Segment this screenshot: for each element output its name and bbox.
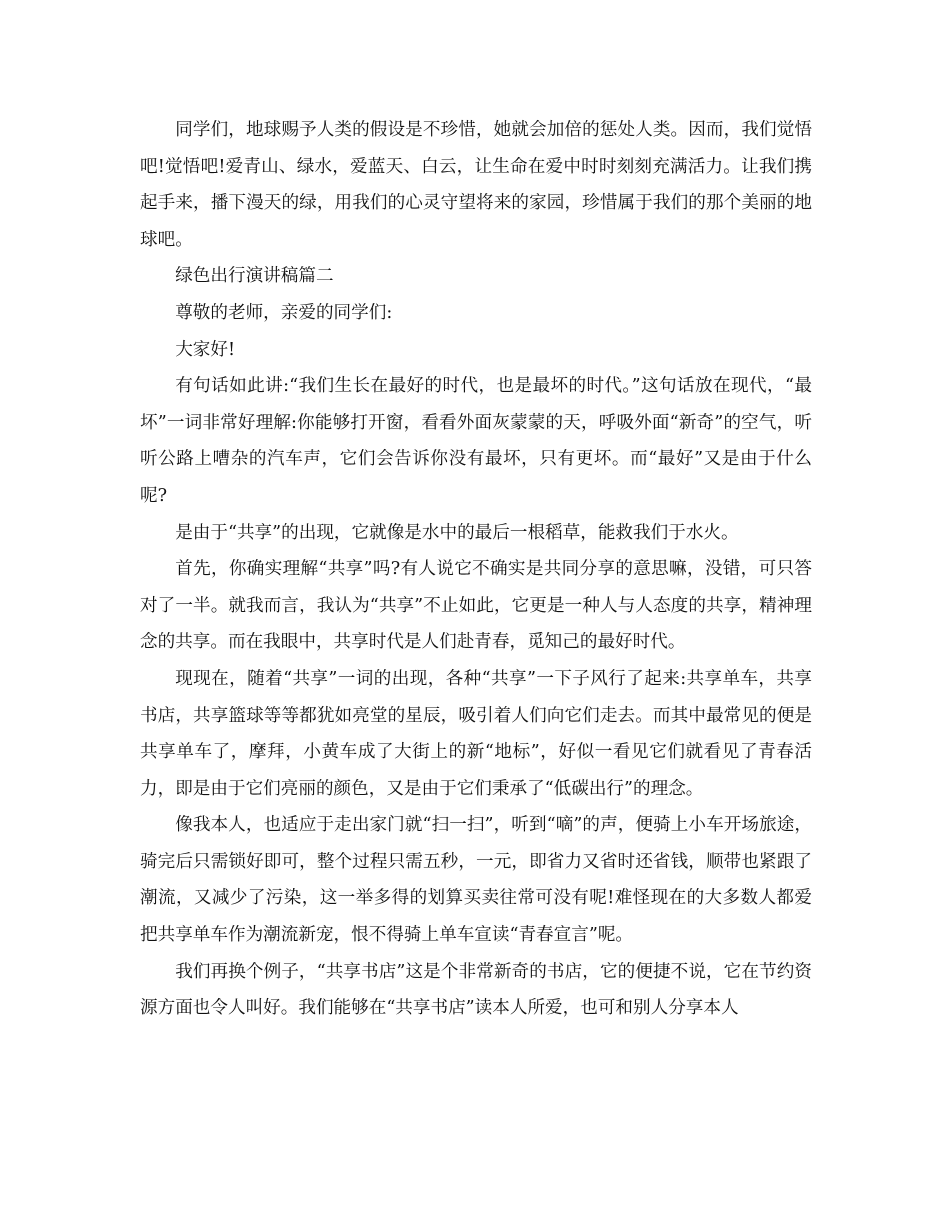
paragraph-personal-experience: 像我本人，也适应于走出家门就“扫一扫”，听到“嘀”的声，便骑上小车开场旅途，骑完后只需锁好即可，整个过程只需五秒，一元，即省力又省时还省钱，顺带也紧跟了潮流，又减少了污染，这一举多得的划算买卖往常可没有呢!难怪现在的大多数人都爱把共享单车作为潮流新宠，恨不得骑上单车宣读“青春宣言”呢。: [140, 815, 812, 946]
greeting: 大家好!: [175, 339, 236, 360]
salutation: 尊敬的老师，亲爱的同学们:: [175, 302, 393, 323]
paragraph-understanding-sharing: 首先，你确实理解“共享”吗?有人说它不确实是共同分享的意思嘛，没错，可只答对了一半。就我而言，我认为“共享”不止如此，它更是一种人与人态度的共享，精神理念的共享。而在我眼中，共享时代是人们赴青春，觅知己的最好时代。: [140, 559, 812, 653]
paragraph-shared-bikes: 现现在，随着“共享”一词的出现，各种“共享”一下子风行了起来:共享单车，共享书店，共享篮球等等都犹如亮堂的星辰，吸引着人们向它们走去。而其中最常见的便是共享单车了，摩拜，小黄车成了大街上的新“地标”，好似一看见它们就看见了青春活力，即是由于它们亮丽的颜色，又是由于它们秉承了“低碳出行”的理念。: [140, 668, 812, 799]
document-body: [140, 112, 812, 1027]
section-title: 绿色出行演讲稿篇二: [175, 266, 334, 287]
paragraph-quote: 有句话如此讲:“我们生长在最好的时代，也是最坏的时代。”这句话放在现代，“最坏”一词非常好理解:你能够打开窗，看看外面灰蒙蒙的天，呼吸外面“新奇”的空气，听听公路上嘈杂的汽车声，它们会告诉你没有最坏，只有更坏。而“最好”又是由于什么呢?: [140, 376, 812, 506]
paragraph-intro-conclusion: 同学们，地球赐予人类的假设是不珍惜，她就会加倍的惩处人类。因而，我们觉悟吧!觉悟吧!爱青山、绿水，爱蓝天、白云，让生命在爱中时时刻刻充满活力。让我们携起手来，播下漫天的绿，用我们的心灵守望将来的家园，珍惜属于我们的那个美丽的地球吧。: [140, 120, 812, 250]
paragraph-shared-bookstore: 我们再换个例子，“共享书店”这是个非常新奇的书店，它的便捷不说，它在节约资源方面也令人叫好。我们能够在“共享书店”读本人所爱，也可和别人分享本人: [140, 961, 812, 1019]
paragraph-sharing-appears: 是由于“共享”的出现，它就像是水中的最后一根稻草，能救我们于水火。: [175, 522, 739, 543]
